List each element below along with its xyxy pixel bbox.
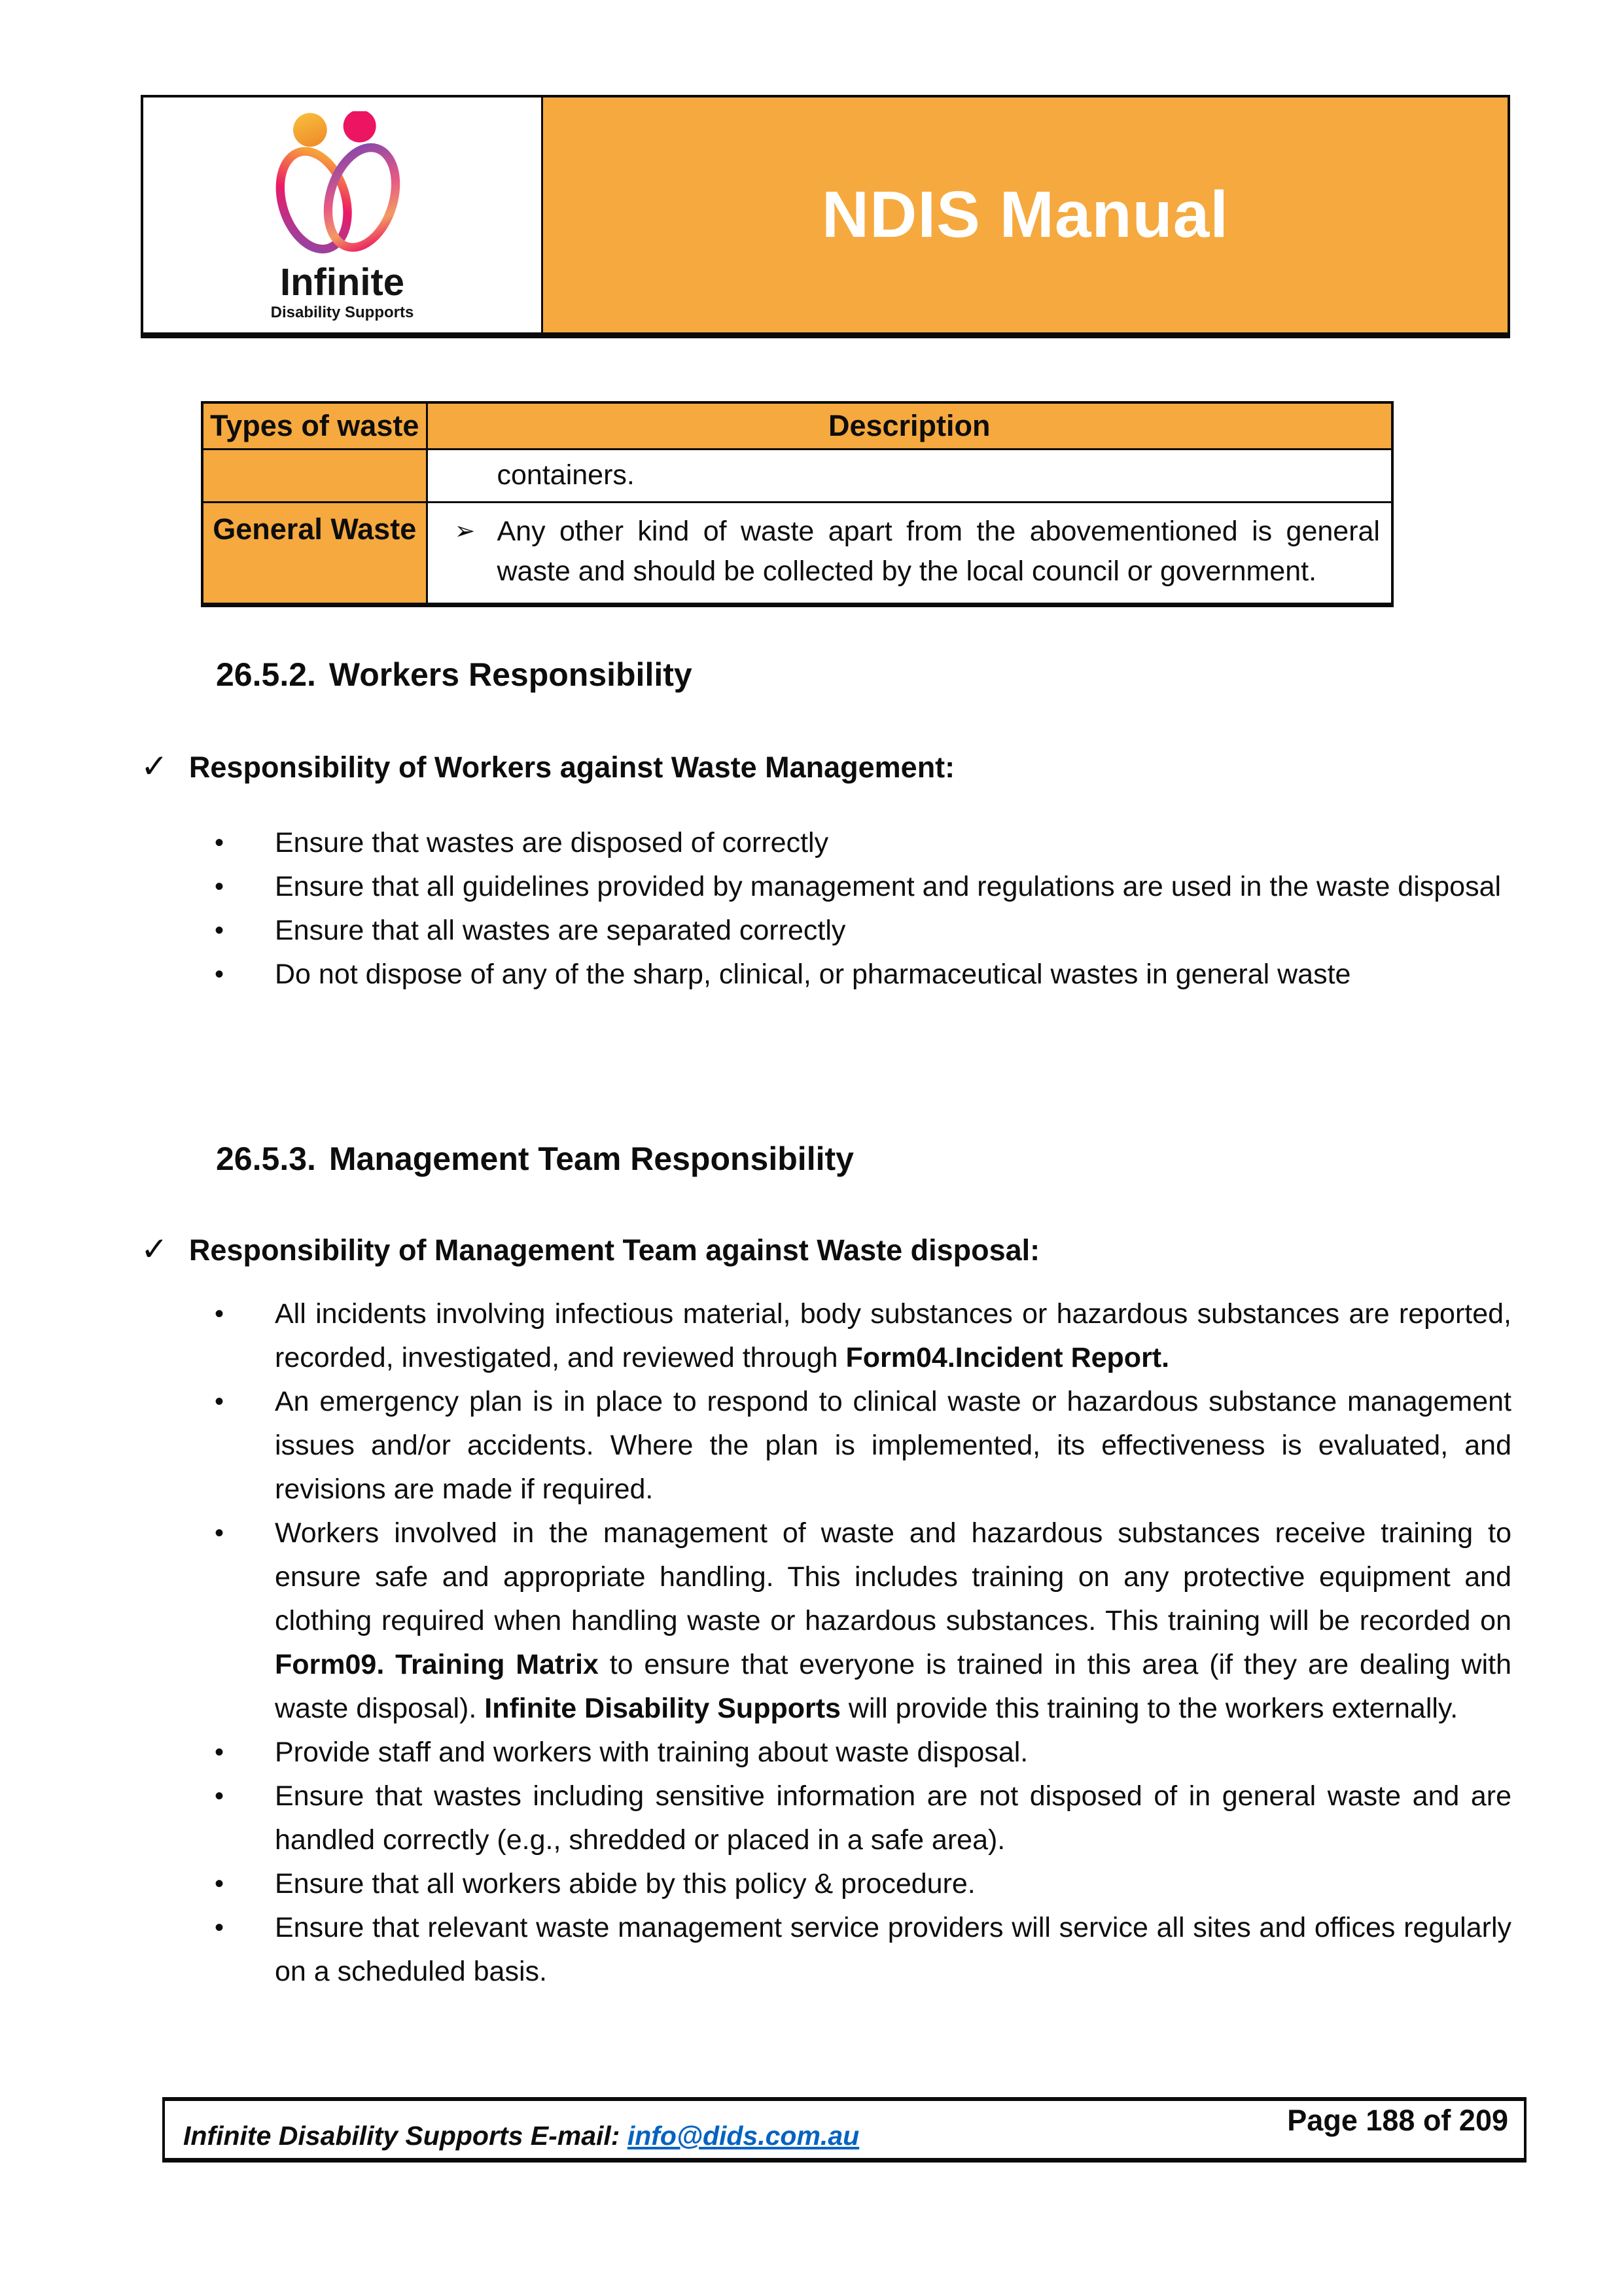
- type-cell: General Waste: [202, 503, 427, 605]
- bullet-item: [141, 1862, 1511, 1906]
- bullet-item: [141, 1292, 1511, 1380]
- bullet-text: Provide staff and workers with training about waste disposal.: [275, 1737, 1029, 1768]
- table-header-description: Description: [427, 402, 1392, 450]
- logo-tagline: Disability Supports: [270, 303, 414, 321]
- bullet-dot-icon: •: [215, 828, 224, 857]
- bullet-text: Ensure that all guidelines provided by management and regulations are used in the waste disposal: [275, 871, 1502, 902]
- email-link[interactable]: info@dids.com.au: [627, 2121, 860, 2151]
- bullet-item: [141, 1731, 1511, 1775]
- description-cell: [427, 450, 1392, 503]
- bullet-dot-icon: •: [215, 1387, 224, 1416]
- manual-banner: [543, 97, 1508, 332]
- check-icon: ✓: [141, 1231, 168, 1267]
- description-cell: [427, 503, 1392, 605]
- footer-company-email: [183, 2121, 859, 2151]
- bullet-dot-icon: •: [215, 1913, 224, 1942]
- footer-email-label: Infinite Disability Supports E-mail:: [183, 2121, 627, 2151]
- section-number: 26.5.3.: [216, 1140, 316, 1177]
- bullet-text: Ensure that wastes are disposed of correctly: [275, 827, 829, 858]
- table-row: [202, 450, 1392, 503]
- bullet-text: Ensure that all wastes are separated correctly: [275, 915, 846, 946]
- type-cell: [202, 450, 427, 503]
- bullet-list-management: [141, 1292, 1511, 1994]
- header-box: [141, 95, 1510, 338]
- logo-name: Infinite: [279, 260, 405, 304]
- check-heading-text: Responsibility of Management Team against Waste disposal:: [188, 1233, 1040, 1267]
- bullet-list-workers: [141, 821, 1511, 997]
- bullet-dot-icon: •: [215, 1738, 224, 1767]
- table-row: [202, 503, 1392, 605]
- bullet-text: All incidents involving infectious material, body substances or hazardous substances are reported, recorded, investigated, and reviewed through Form04.Incident Report.: [275, 1298, 1511, 1373]
- bullet-dot-icon: •: [215, 1519, 224, 1547]
- banner-title: NDIS Manual: [821, 178, 1229, 251]
- check-icon: ✓: [141, 748, 168, 785]
- bullet-dot-icon: •: [215, 1869, 224, 1898]
- infinity-logo-icon: [244, 111, 440, 263]
- bullet-item: [141, 1775, 1511, 1862]
- bullet-text: Do not dispose of any of the sharp, clinical, or pharmaceutical wastes in general waste: [275, 959, 1351, 990]
- section-title: Management Team Responsibility: [328, 1140, 854, 1177]
- page-number: Page 188 of 209: [1287, 2104, 1508, 2137]
- bullet-dot-icon: •: [215, 1782, 224, 1810]
- section-number: 26.5.2.: [216, 656, 316, 693]
- bullet-item: [141, 865, 1511, 909]
- section-heading-management: [216, 1140, 854, 1178]
- bullet-dot-icon: •: [215, 872, 224, 901]
- bullet-item: [141, 953, 1511, 997]
- company-logo: [143, 97, 543, 332]
- section-heading-workers: [216, 656, 692, 694]
- table-header-row: [202, 402, 1392, 450]
- bullet-item: [141, 1380, 1511, 1511]
- description-text: Any other kind of waste apart from the abovementioned is general waste and should be collected by the local council or government.: [497, 516, 1380, 587]
- bullet-dot-icon: •: [215, 916, 224, 945]
- bullet-dot-icon: •: [215, 1299, 224, 1328]
- bullet-dot-icon: •: [215, 960, 224, 989]
- bullet-text: Ensure that all workers abide by this policy & procedure.: [275, 1868, 976, 1899]
- bullet-text: Workers involved in the management of waste and hazardous substances receive training to ensure safe and appropriate handling. This includes training on any protective equipment and clothing required when handling waste or hazardous substances. This training will be recorded on Form09. Training Matrix to ensure that everyone is trained in this area (if they are dealing with waste disposal). Infinite Disability Supports will provide this training to the workers externally.: [275, 1517, 1511, 1724]
- check-heading-workers: [141, 747, 1511, 785]
- bullet-text: An emergency plan is in place to respond to clinical waste or hazardous substance management issues and/or accidents. Where the plan is implemented, its effectiveness is evaluated, and revisions are made if required.: [275, 1386, 1511, 1505]
- waste-table: [201, 401, 1394, 607]
- bullet-text: Ensure that wastes including sensitive information are not disposed of in general waste and are handled correctly (e.g., shredded or placed in a safe area).: [275, 1780, 1511, 1856]
- description-arrow-item: [429, 504, 1391, 602]
- arrow-bullet-icon: ➢: [454, 518, 476, 545]
- bullet-text: Ensure that relevant waste management service providers will service all sites and offices regularly on a scheduled basis.: [275, 1912, 1511, 1987]
- bullet-item: [141, 1906, 1511, 1994]
- bullet-item: [141, 909, 1511, 953]
- footer-bar: [162, 2097, 1527, 2163]
- bullet-item: [141, 821, 1511, 865]
- check-heading-text: Responsibility of Workers against Waste Management:: [188, 751, 955, 784]
- check-heading-management: [141, 1230, 1511, 1268]
- bullet-item: [141, 1511, 1511, 1731]
- section-title: Workers Responsibility: [328, 656, 692, 693]
- table-header-types: Types of waste: [202, 402, 427, 450]
- description-text: containers.: [497, 459, 635, 491]
